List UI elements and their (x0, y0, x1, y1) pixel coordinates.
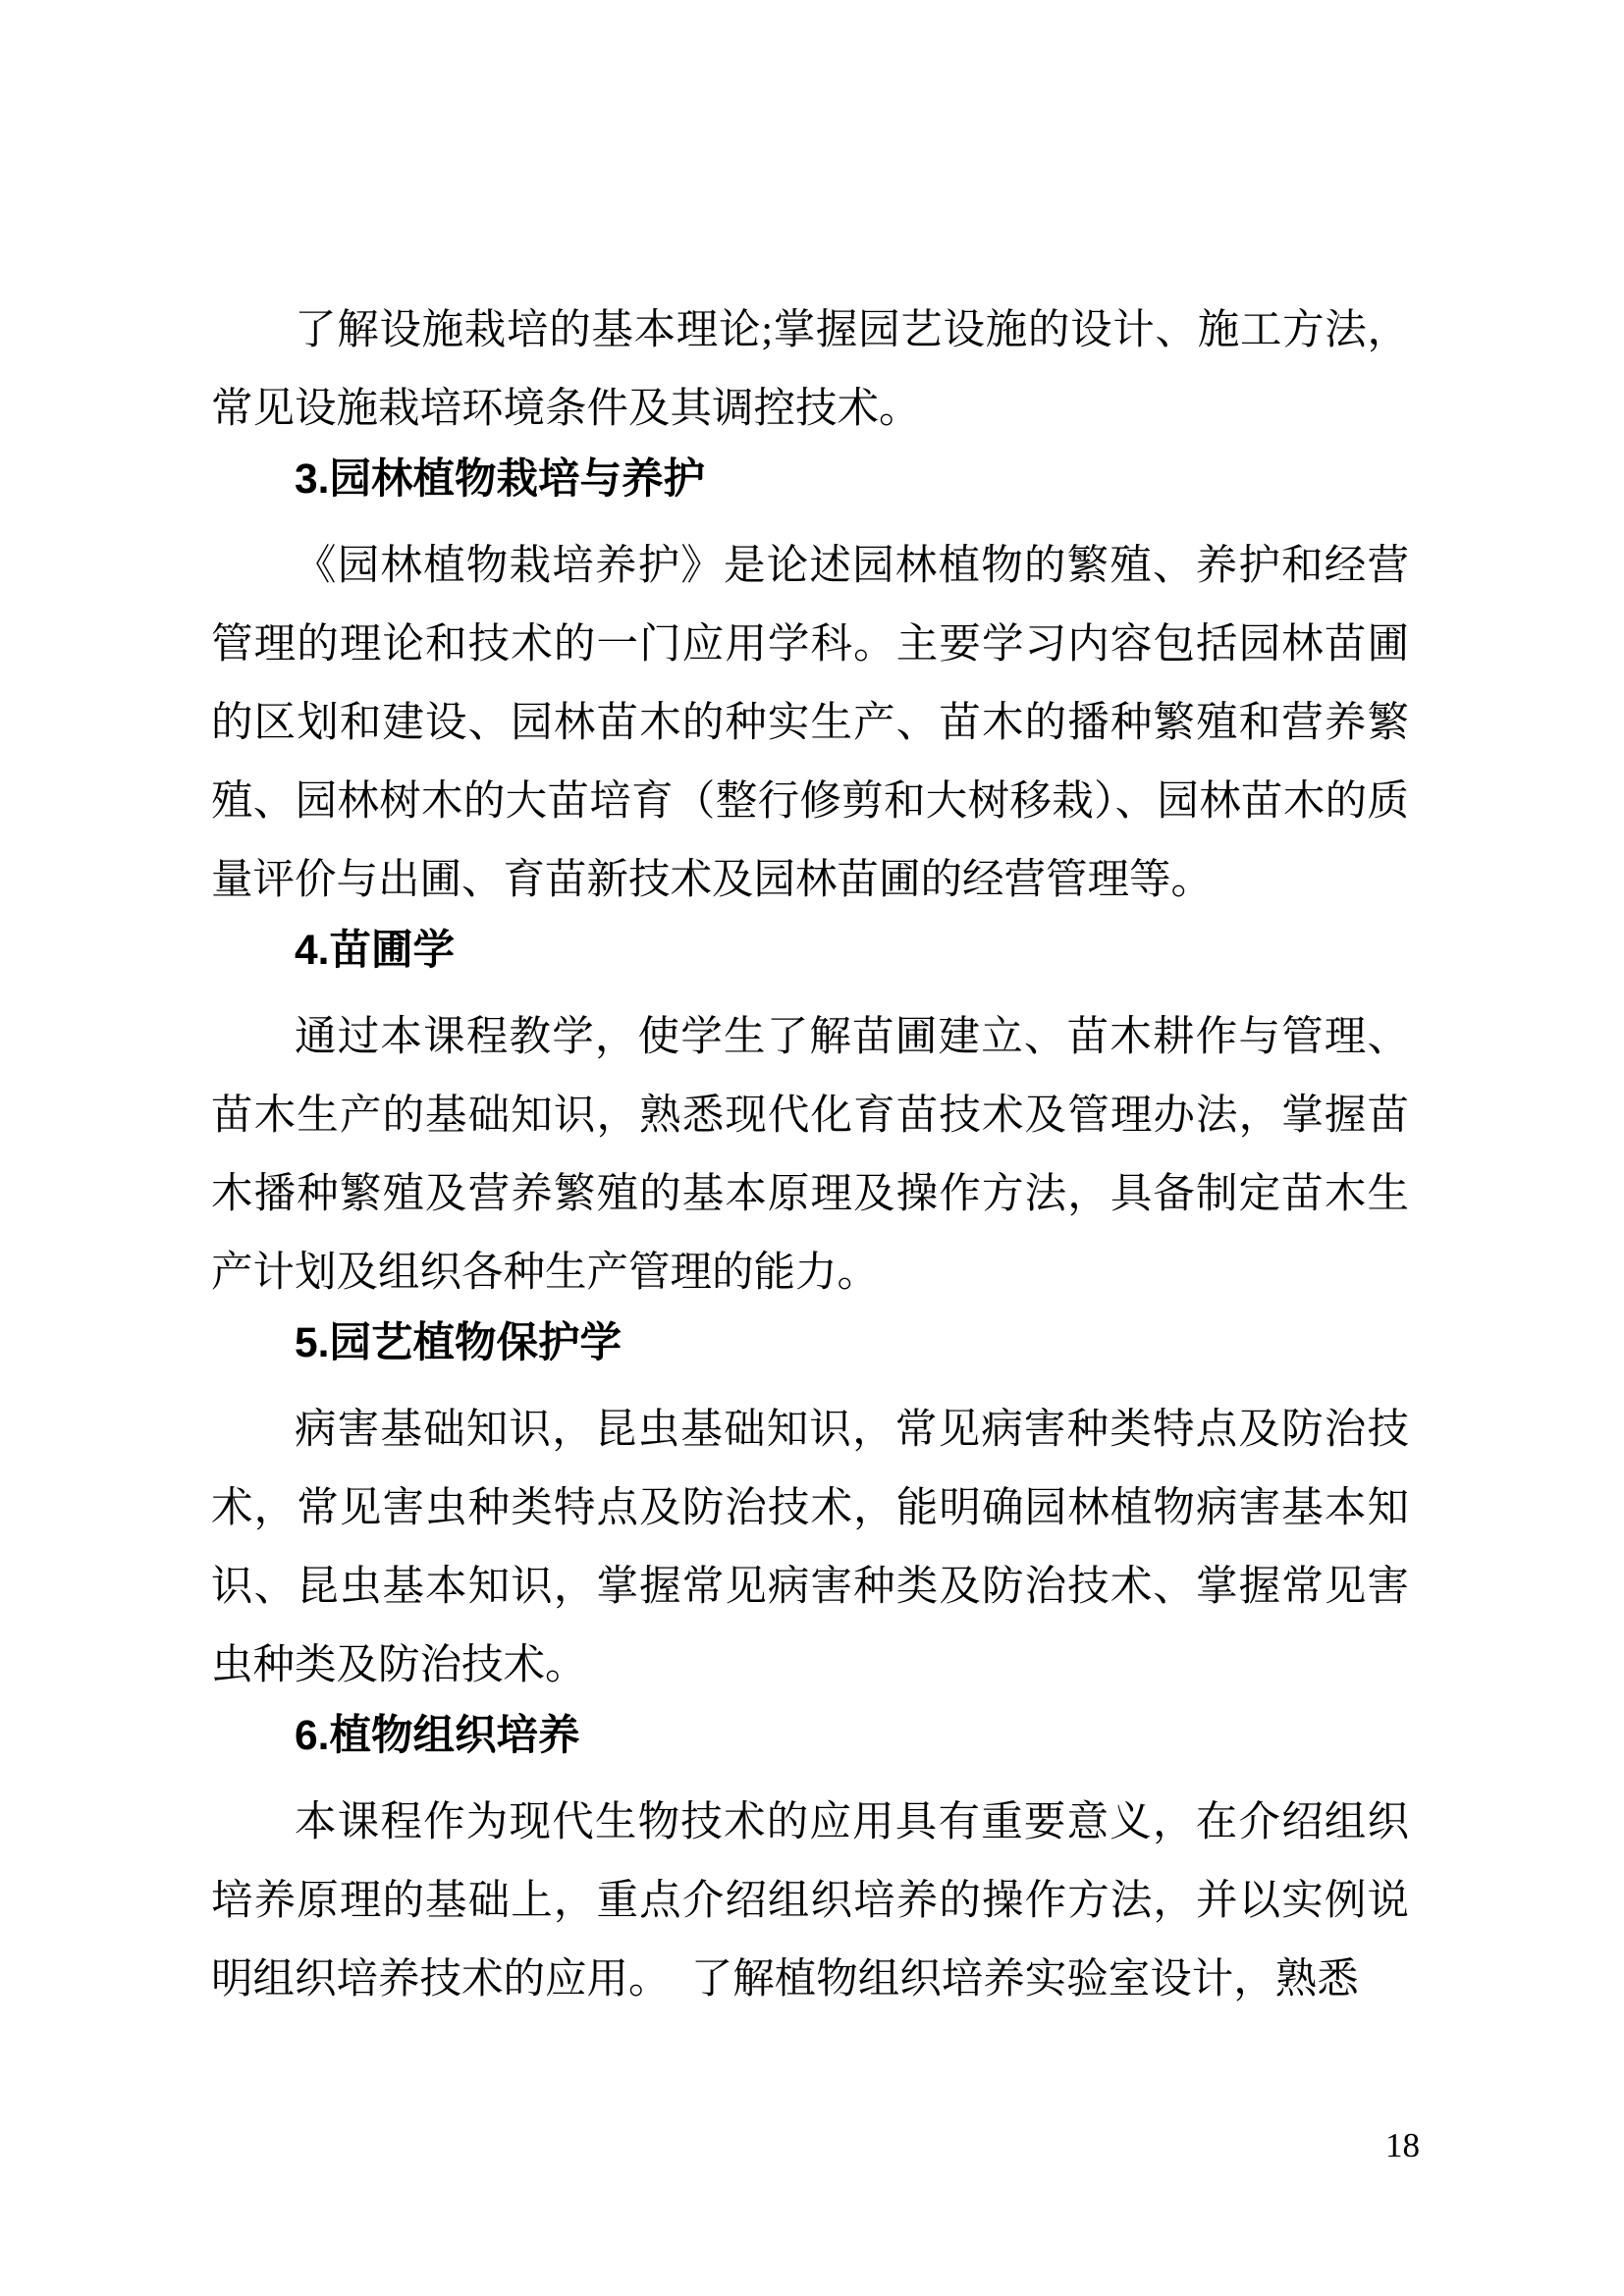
paragraph-nursery-science-desc: 通过本课程教学，使学生了解苗圃建立、苗木耕作与管理、苗木生产的基础知识，熟悉现代化育苗技术及管理办法，掌握苗木播种繁殖及营养繁殖的基本原理及操作方法，具备制定苗木生产计划及组织各种生产管理的能力。 (211, 1014, 1409, 1296)
heading-plant-tissue-culture: 6.植物组织培养 (295, 1713, 580, 1759)
heading-landscape-plant-cultivation: 3.园林植物栽培与养护 (295, 456, 705, 503)
document-body (211, 292, 1409, 2019)
paragraph-protected-cultivation-goals: 了解设施栽培的基本理论;掌握园艺设施的设计、施工方法，常见设施栽培环境条件及其调控技术。 (211, 307, 1409, 432)
page-number: 18 (1385, 2126, 1420, 2164)
heading-horticultural-plant-protection: 5.园艺植物保护学 (295, 1320, 622, 1366)
paragraph-landscape-plant-cultivation-desc: 《园林植物栽培养护》是论述园林植物的繁殖、养护和经营管理的理论和技术的一门应用学科。主要学习内容包括园林苗圃的区划和建设、园林苗木的种实生产、苗木的播种繁殖和营养繁殖、园林树木的大苗培育（整行修剪和大树移栽）、园林苗木的质量评价与出圃、育苗新技术及园林苗圃的经营管理等。 (211, 543, 1409, 903)
heading-nursery-science: 4.苗圃学 (295, 928, 455, 974)
paragraph-tissue-culture-desc: 本课程作为现代生物技术的应用具有重要意义，在介绍组织培养原理的基础上，重点介绍组织培养的操作方法，并以实例说明组织培养技术的应用。 了解植物组织培养实验室设计，熟悉 (211, 1799, 1409, 2002)
paragraph-plant-protection-desc: 病害基础知识，昆虫基础知识，常见病害种类特点及防治技术，常见害虫种类特点及防治技术，能明确园林植物病害基本知识、昆虫基本知识，掌握常见病害种类及防治技术、掌握常见害虫种类及防治技术。 (211, 1407, 1409, 1688)
